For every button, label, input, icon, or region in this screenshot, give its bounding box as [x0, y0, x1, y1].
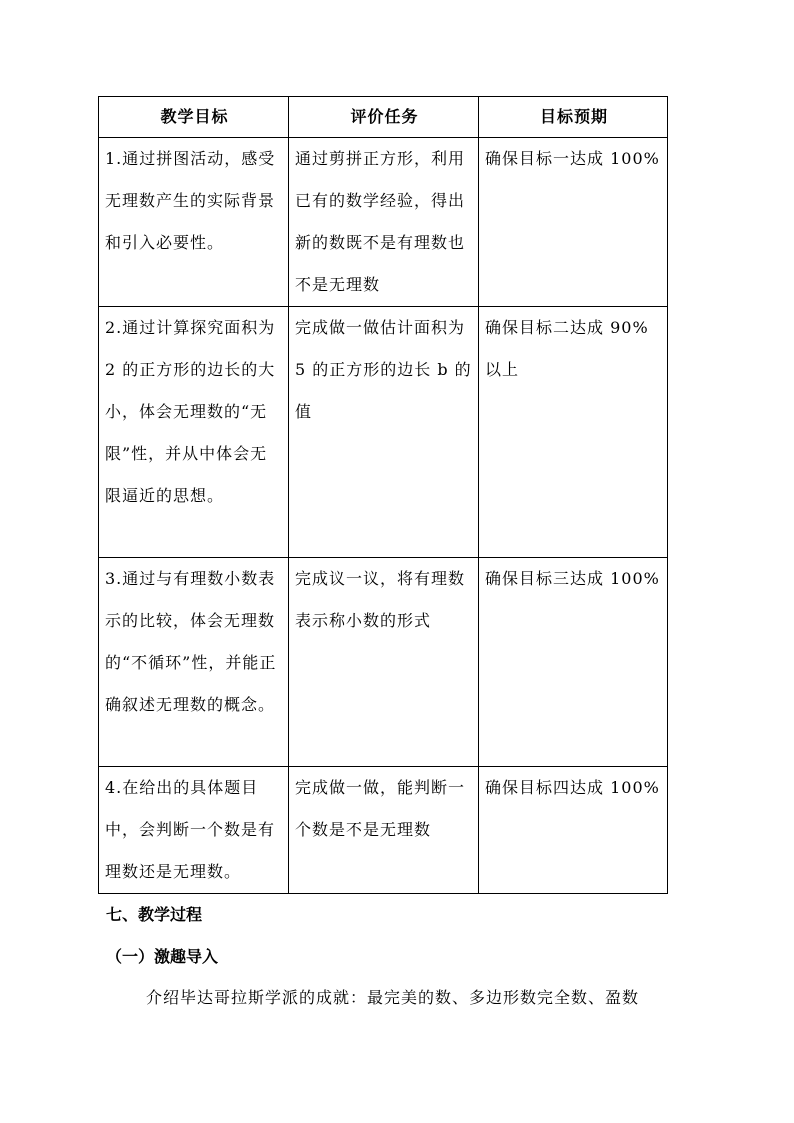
goal-cell: [99, 307, 289, 558]
table-row: [99, 138, 668, 307]
task-cell: [289, 307, 479, 558]
expect-cell: [479, 138, 668, 307]
header-task: 评价任务: [289, 97, 479, 138]
task-cell: [289, 767, 479, 894]
section-heading: 七、教学过程: [106, 905, 203, 924]
task-text: 通过剪拼正方形，利用已有的数学经验，得出新的数既不是有理数也不是无理数: [295, 149, 466, 294]
table-header-row: [99, 97, 668, 138]
subsection-heading: （一）激趣导入: [106, 947, 219, 966]
table-row: [99, 558, 668, 767]
task-text: 完成议一议，将有理数表示称小数的形式: [295, 569, 466, 630]
goal-cell: [99, 558, 289, 767]
expect-text: 确保目标二达成 90%以上: [485, 318, 649, 379]
body-paragraph: 介绍毕达哥拉斯学派的成就：最完美的数、多边形数完全数、盈数: [146, 988, 640, 1007]
expect-text: 确保目标四达成 100%: [485, 778, 660, 797]
expect-cell: [479, 307, 668, 558]
goal-text: 3.通过与有理数小数表示的比较，体会无理数的“不循环”性，并能正确叙述无理数的概念。: [105, 569, 277, 714]
task-text: 完成做一做估计面积为 5 的正方形的边长 b 的值: [295, 318, 472, 421]
table-row: [99, 767, 668, 894]
expect-cell: [479, 558, 668, 767]
task-cell: [289, 558, 479, 767]
task-cell: [289, 138, 479, 307]
table-row: [99, 307, 668, 558]
expect-text: 确保目标一达成 100%: [485, 149, 660, 168]
goal-text: 1.通过拼图活动，感受无理数产生的实际背景和引入必要性。: [105, 149, 276, 252]
goal-cell: [99, 767, 289, 894]
header-goal: 教学目标: [99, 97, 289, 138]
task-text: 完成做一做，能判断一个数是不是无理数: [295, 778, 466, 839]
expect-cell: [479, 767, 668, 894]
objectives-table: [98, 96, 668, 894]
expect-text: 确保目标三达成 100%: [485, 569, 660, 588]
header-expect: 目标预期: [479, 97, 668, 138]
goal-text: 4.在给出的具体题目中，会判断一个数是有理数还是无理数。: [105, 778, 276, 881]
goal-text: 2.通过计算探究面积为 2 的正方形的边长的大小，体会无理数的“无限”性，并从中体会无限逼近的思想。: [105, 318, 276, 505]
goal-cell: [99, 138, 289, 307]
